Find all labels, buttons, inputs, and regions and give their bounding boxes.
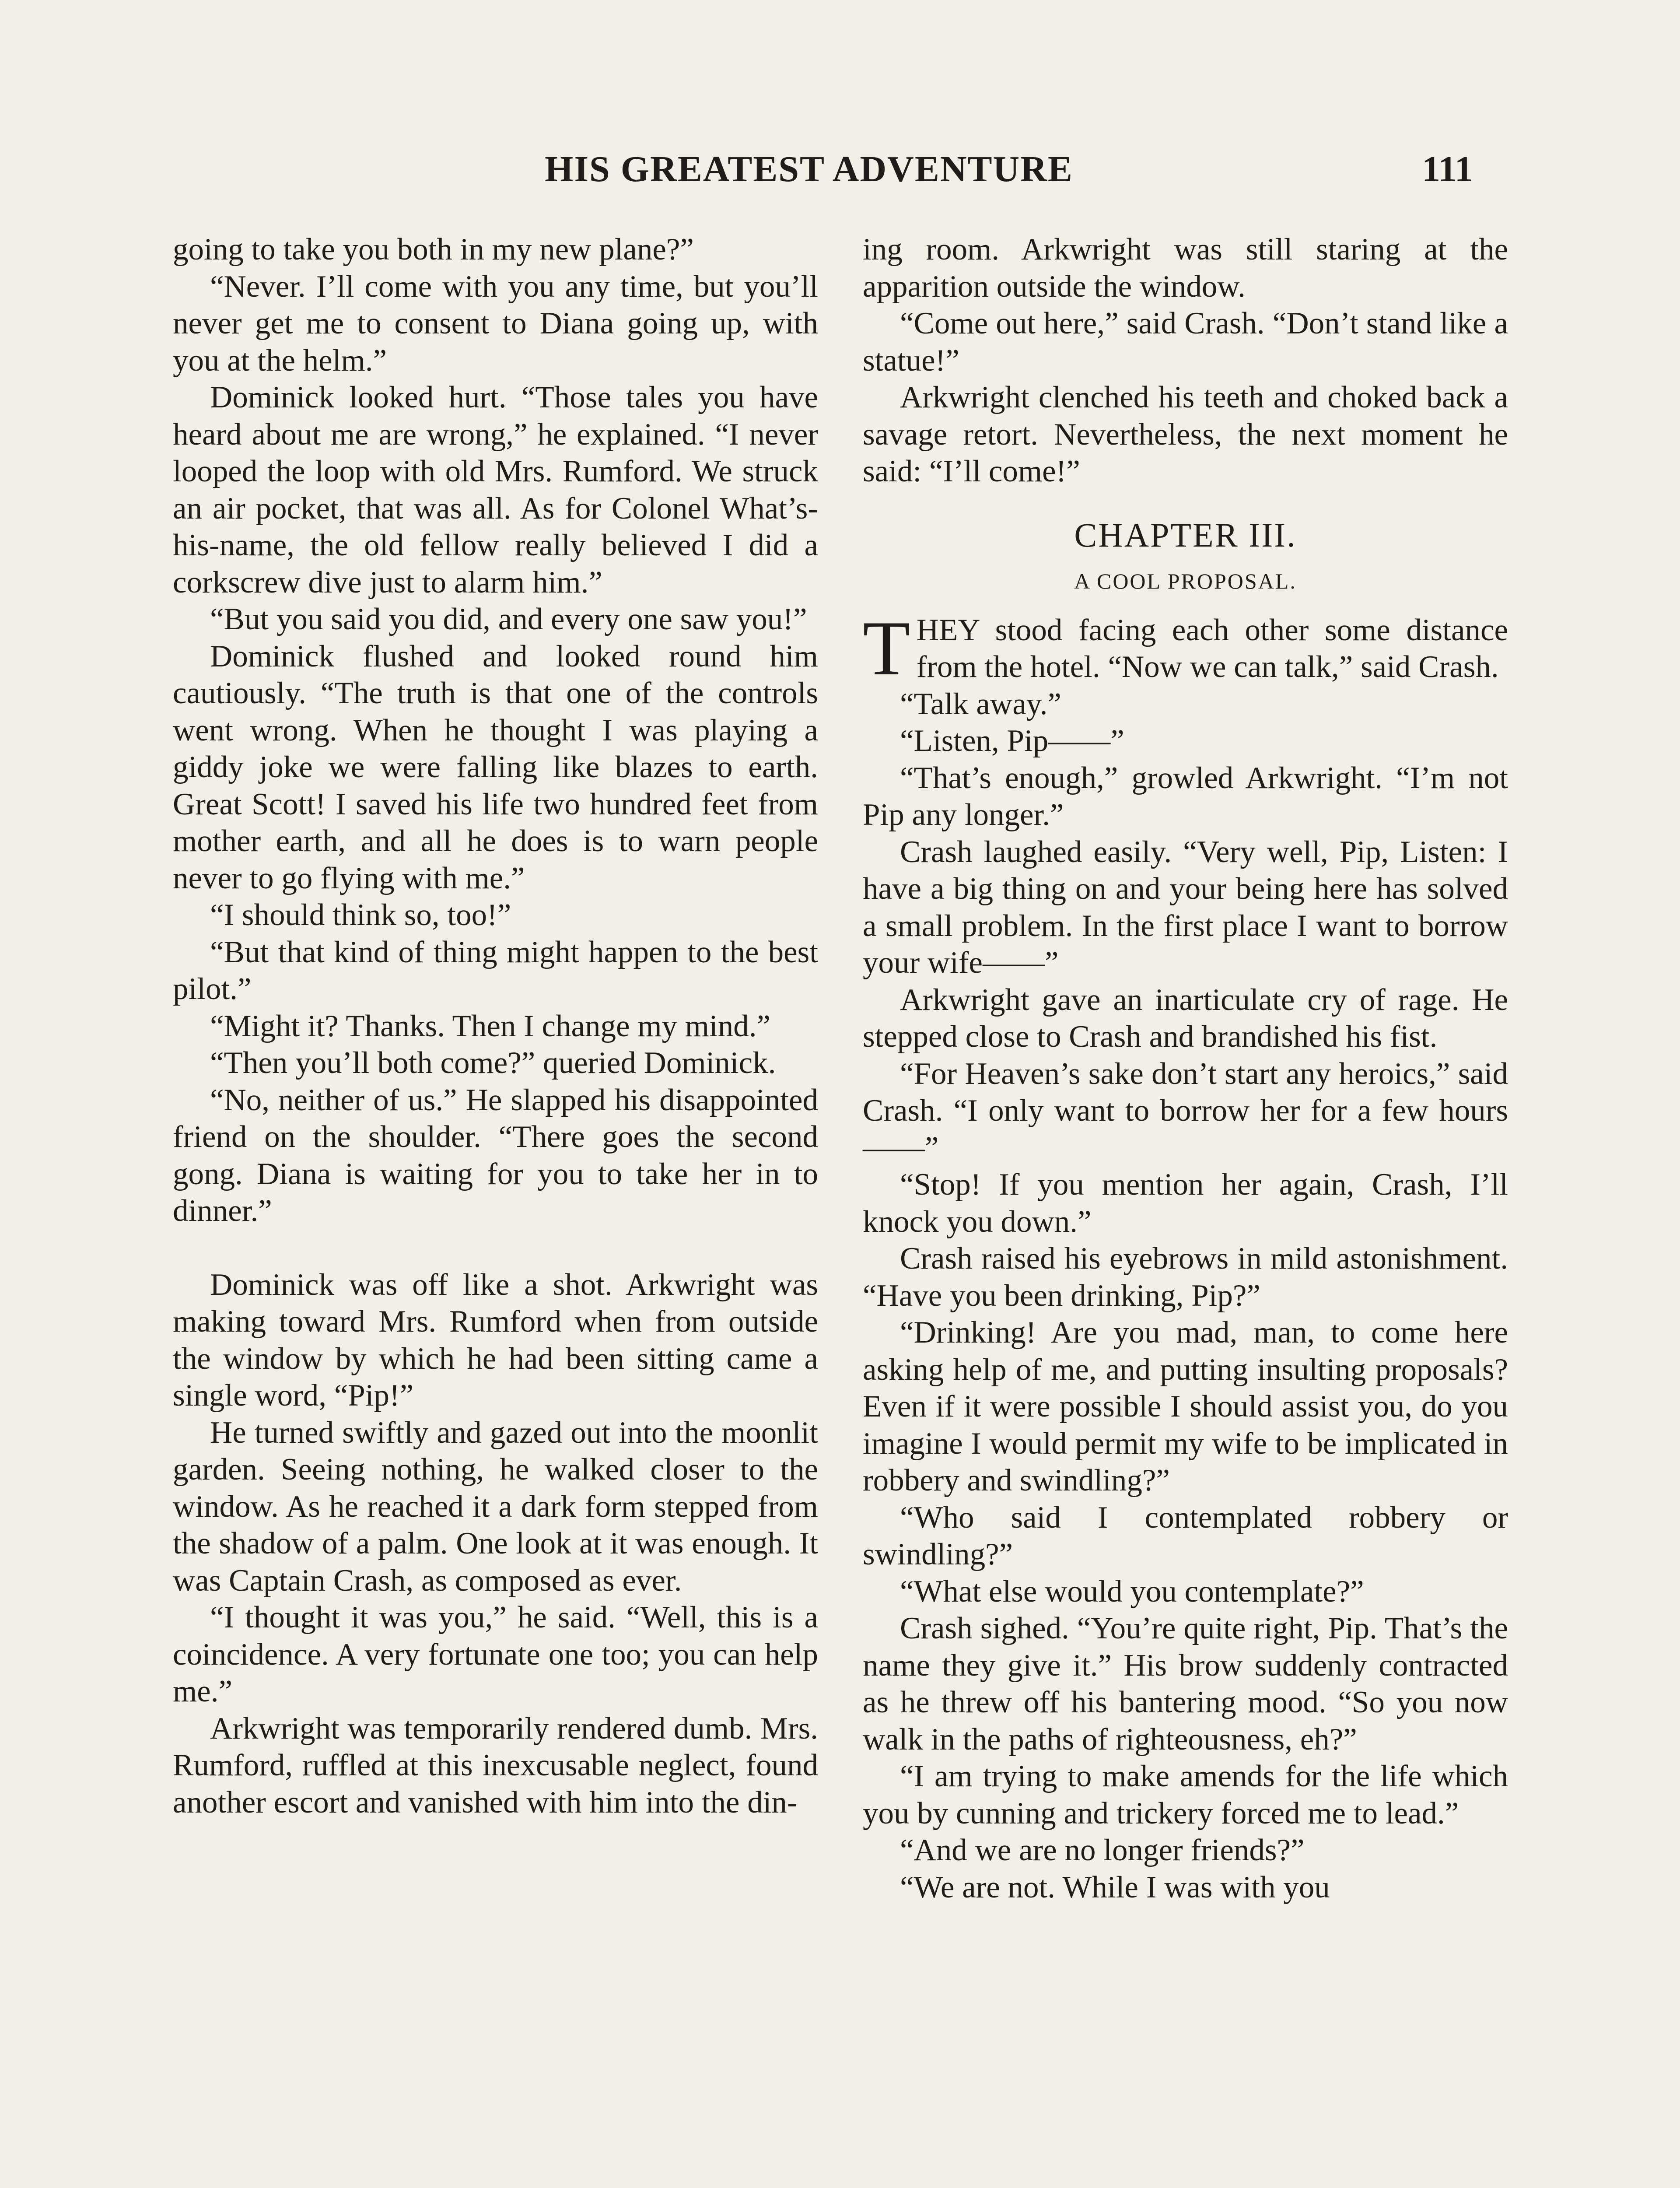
paragraph: “We are not. While I was with you [900,1870,1330,1904]
paragraph: “Then you’ll both come?” queried Dominick. [210,1046,776,1080]
paragraph: “I thought it was you,” he said. “Well, this is a coincidence. A very fortunate one too; you can help me.” [173,1600,818,1708]
paragraph: “But that kind of thing might happen to the best pilot.” [173,935,818,1006]
paragraph: “Might it? Thanks. Then I change my mind.” [210,1009,771,1043]
paragraph: “And we are no longer friends?” [900,1833,1305,1867]
paragraph: ing room. Arkwright was still staring at the apparition outside the window. [863,232,1508,304]
paragraph: Crash laughed easily. “Very well, Pip, Listen: I have a big thing on and your being here has solved a small problem. In the first place I want to borrow your wife——” [863,835,1508,980]
right-column [863,231,1508,1906]
paragraph: going to take you both in my new plane?” [173,232,694,266]
paragraph: Crash raised his eyebrows in mild astonishment. “Have you been drinking, Pip?” [863,1241,1508,1313]
paragraph: “Who said I contemplated robbery or swindling?” [863,1500,1508,1571]
chapter-opening-text: HEY stood facing each other some distance from the hotel. “Now we can talk,” said Crash. [916,613,1508,684]
paragraph: “Talk away.” [900,687,1061,721]
left-column [173,231,818,1821]
chapter-heading: CHAPTER III. [1074,515,1297,554]
paragraph: Arkwright gave an inarticulate cry of rage. He stepped close to Crash and brandished his fist. [863,982,1508,1054]
paragraph: “What else would you contemplate?” [900,1574,1364,1609]
paragraph: Crash sighed. “You’re quite right, Pip. That’s the name they give it.” His brow suddenly contracted as he threw off his bantering mood. “So you now walk in the paths of righteousness, eh?” [863,1611,1508,1757]
paragraph: “I should think so, too!” [210,898,511,932]
paragraph: Arkwright clenched his teeth and choked back a savage retort. Nevertheless, the next moment he said: “I’ll come!” [863,380,1508,488]
paragraph: “I am trying to make amends for the life which you by cunning and trickery forced me to lead.” [863,1759,1508,1830]
section-break [173,1230,818,1266]
chapter-subtitle: A COOL PROPOSAL. [1074,568,1297,593]
chapter-opening-paragraph [863,604,1508,691]
drop-cap: T [863,604,910,691]
paragraph: “No, neither of us.” He slapped his disappointed friend on the shoulder. “There goes the second gong. Diana is waiting for you to take her in to dinner.” [173,1083,818,1228]
left-column-text-after-break [173,1266,818,1821]
paragraph: “Listen, Pip——” [900,724,1124,758]
paragraph: “Never. I’ll come with you any time, but you’ll never get me to consent to Diana going up, with you at the helm.” [173,269,818,378]
right-column-text-after-chapter [863,686,1508,1906]
right-column-text [863,231,1508,490]
paragraph: “Come out here,” said Crash. “Don’t stand like a statue!” [863,306,1508,378]
paragraph: Arkwright was temporarily rendered dumb. Mrs. Rumford, ruffled at this inexcusable neglect, found another escort and vanished with him into the din- [173,1711,818,1820]
left-column-text [173,231,818,1230]
paragraph: Dominick looked hurt. “Those tales you have heard about me are wrong,” he explained. “I never looped the loop with old Mrs. Rumford. We struck an air pocket, that was all. As for Colonel What’s-his-name, the old fellow really believed I did a corkscrew dive just to alarm him.” [173,380,818,600]
paragraph: “Drinking! Are you mad, man, to come here asking help of me, and putting insulting proposals? Even if it were possible I should assist you, do you imagine I would permit my wife to be implicated in robbery and swindling?” [863,1315,1508,1497]
paragraph: Dominick was off like a shot. Arkwright was making toward Mrs. Rumford when from outside the window by which he had been sitting came a single word, “Pip!” [173,1267,818,1413]
page-number: 111 [1422,149,1473,189]
paragraph: Dominick flushed and looked round him cautiously. “The truth is that one of the controls went wrong. When he thought I was playing a giddy joke we were falling like blazes to earth. Great Scott! I saved his life two hundred feet from mother earth, and all he does is to warn people never to go flying with me.” [173,639,818,895]
paragraph: He turned swiftly and gazed out into the moonlit garden. Seeing nothing, he walked closer to the window. As he reached it a dark form stepped from the shadow of a palm. One look at it was enough. It was Captain Crash, as composed as ever. [173,1415,818,1598]
paragraph: “Stop! If you mention her again, Crash, I’ll knock you down.” [863,1168,1508,1239]
paragraph: “That’s enough,” growled Arkwright. “I’m not Pip any longer.” [863,761,1508,832]
paragraph: “But you said you did, and every one saw you!” [210,602,807,636]
running-head: HIS GREATEST ADVENTURE [545,149,1073,189]
paragraph: “For Heaven’s sake don’t start any heroics,” said Crash. “I only want to borrow her for a few hours——” [863,1056,1508,1165]
